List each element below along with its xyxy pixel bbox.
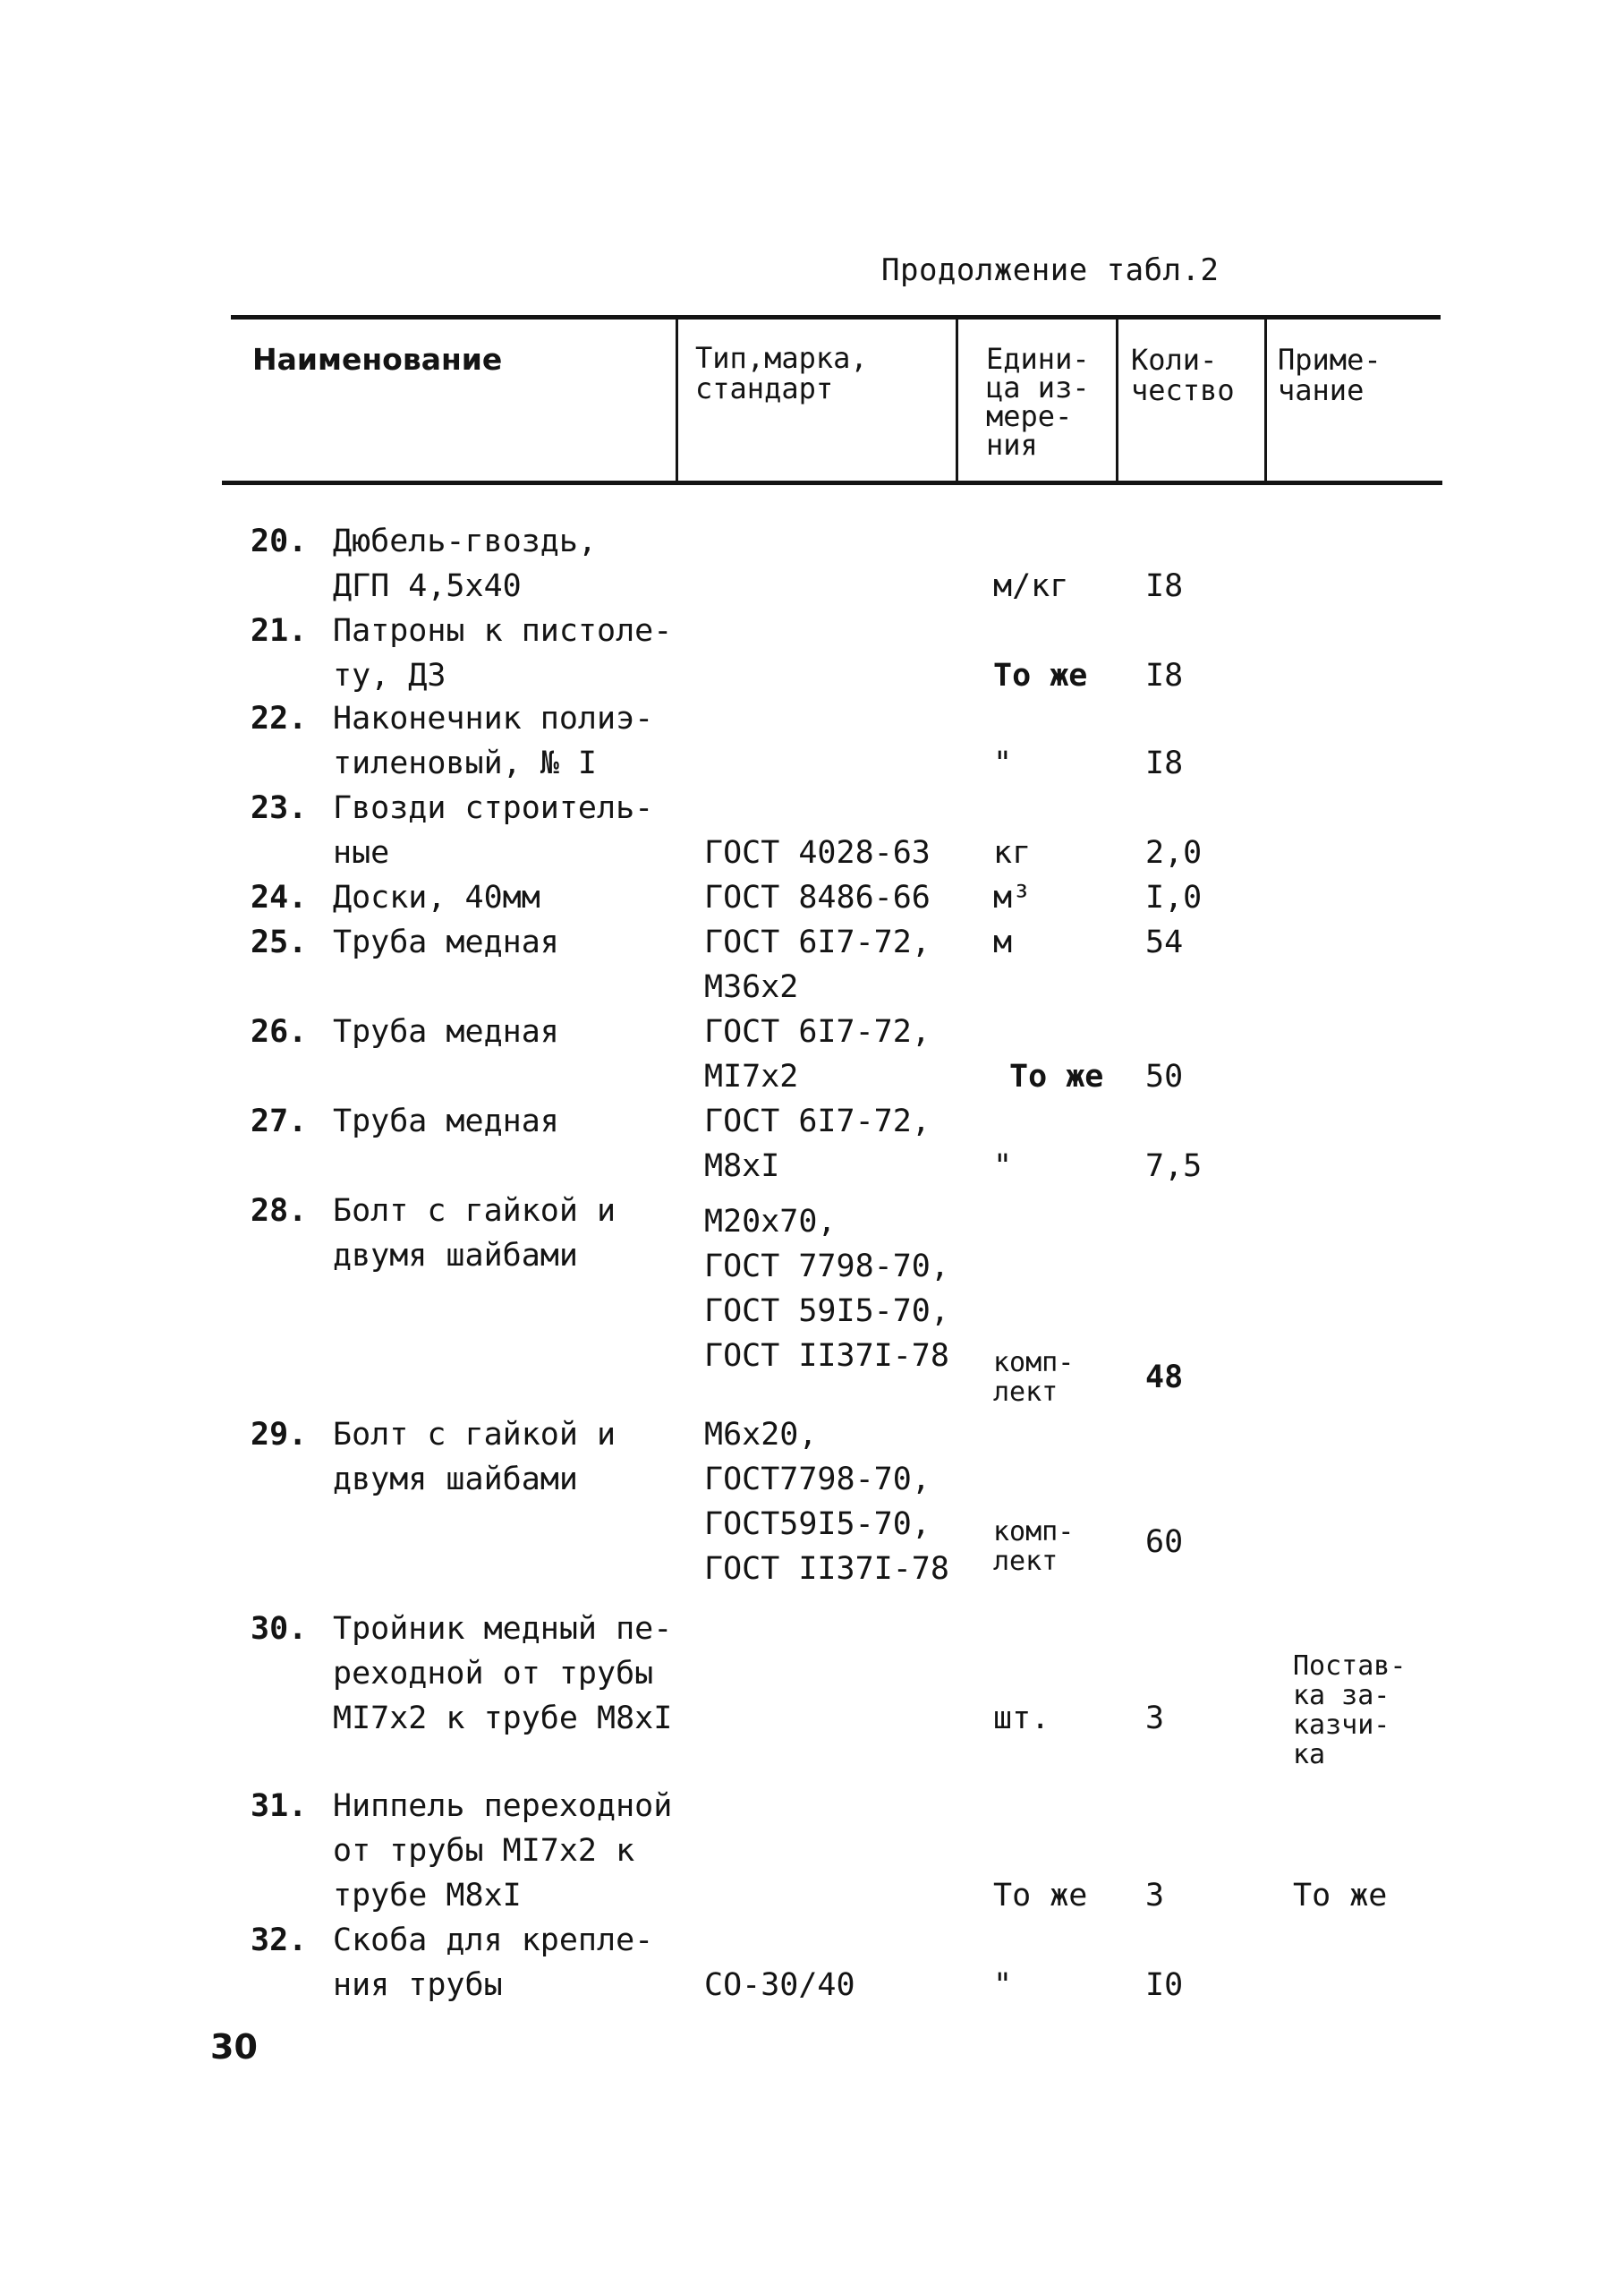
row-type: ГОСТ 6I7-72, М36х2 — [704, 925, 931, 1005]
row-number: 22. — [251, 701, 308, 737]
row-unit: шт. — [993, 1701, 1050, 1736]
row-qty: 3 — [1145, 1701, 1165, 1736]
row-unit: " — [993, 1148, 1013, 1184]
row-number: 30. — [251, 1611, 308, 1647]
header-divider-1 — [676, 320, 678, 483]
row-type: ГОСТ 6I7-72, М8хI — [704, 1104, 931, 1184]
row-unit: комп- лект — [993, 1347, 1075, 1408]
row-name: Труба медная — [333, 925, 559, 960]
row-qty: 60 — [1145, 1524, 1184, 1560]
row-qty: I8 — [1145, 658, 1184, 694]
row-number: 24. — [251, 880, 308, 916]
row-qty: 48 — [1145, 1360, 1184, 1395]
header-type: Тип,марка, стандарт — [695, 341, 868, 405]
row-number: 31. — [251, 1788, 308, 1824]
row-number: 20. — [251, 524, 308, 559]
row-name: Доски, 40мм — [333, 880, 540, 916]
header-unit: Едини- ца из- мере- ния — [986, 342, 1090, 462]
row-number: 26. — [251, 1014, 308, 1050]
row-type: ГОСТ 6I7-72, МI7х2 — [704, 1014, 931, 1095]
row-number: 23. — [251, 790, 308, 826]
header-qty: Коли- чество — [1131, 343, 1235, 407]
row-note: Постав- ка за- казчи- ка — [1293, 1650, 1407, 1770]
row-qty: 54 — [1145, 925, 1184, 960]
header-divider-2 — [956, 320, 958, 483]
header-divider-3 — [1116, 320, 1118, 483]
row-qty: I0 — [1145, 1967, 1184, 2003]
row-number: 27. — [251, 1104, 308, 1139]
row-name: Труба медная — [333, 1104, 559, 1139]
row-unit: кг — [993, 835, 1032, 871]
row-name: Труба медная — [333, 1014, 559, 1050]
header-name: Наименование — [252, 342, 503, 377]
row-qty: I8 — [1145, 568, 1184, 604]
row-unit: м — [993, 925, 1013, 960]
row-qty: 50 — [1145, 1059, 1184, 1095]
row-unit: м/кг — [993, 568, 1069, 604]
row-type: М6х20, ГОСТ7798-70, ГОСТ59I5-70, ГОСТ II37I-78 — [704, 1417, 949, 1587]
table-caption: Продолжение табл.2 — [881, 252, 1220, 288]
table-top-rule — [231, 315, 1441, 320]
row-name: Гвозди строитель- ные — [333, 790, 654, 871]
page-number: 30 — [210, 2027, 258, 2067]
row-type: ГОСТ 4028-63 — [704, 835, 931, 871]
row-type: ГОСТ 8486-66 — [704, 880, 931, 916]
row-number: 29. — [251, 1417, 308, 1453]
row-qty: I8 — [1145, 746, 1184, 781]
row-qty: 2,0 — [1145, 835, 1203, 871]
header-bottom-rule — [222, 481, 1442, 485]
row-type: М20х70, ГОСТ 7798-70, ГОСТ 59I5-70, ГОСТ II37I-78 — [704, 1204, 949, 1374]
row-number: 28. — [251, 1193, 308, 1229]
row-name: Патроны к пистоле- ту, Д3 — [333, 613, 673, 694]
row-unit: То же — [993, 658, 1088, 694]
row-qty: 7,5 — [1145, 1148, 1203, 1184]
row-name: Дюбель-гвоздь, ДГП 4,5х40 — [333, 524, 598, 604]
row-name: Тройник медный пе- реходной от трубы МI7х2 к трубе М8хI — [333, 1611, 673, 1736]
row-unit: То же — [993, 1878, 1088, 1914]
row-number: 25. — [251, 925, 308, 960]
row-qty: I,0 — [1145, 880, 1203, 916]
row-unit: То же — [1009, 1059, 1104, 1095]
row-name: Наконечник полиэ- тиленовый, № I — [333, 701, 654, 781]
row-name: Болт с гайкой и двумя шайбами — [333, 1193, 616, 1274]
row-note: То же — [1293, 1878, 1388, 1914]
row-number: 32. — [251, 1922, 308, 1958]
row-unit: комп- лект — [993, 1516, 1075, 1577]
row-qty: 3 — [1145, 1878, 1165, 1914]
row-unit: " — [993, 1967, 1013, 2003]
row-number: 21. — [251, 613, 308, 649]
row-name: Скоба для крепле- ния трубы — [333, 1922, 654, 2003]
row-type: СО-30/40 — [704, 1967, 855, 2003]
header-note: Приме- чание — [1278, 343, 1382, 407]
row-name: Ниппель переходной от трубы МI7х2 к трубе М8хI — [333, 1788, 673, 1914]
row-unit: " — [993, 746, 1013, 781]
header-divider-4 — [1264, 320, 1267, 483]
row-unit: м³ — [993, 880, 1032, 916]
row-name: Болт с гайкой и двумя шайбами — [333, 1417, 616, 1497]
